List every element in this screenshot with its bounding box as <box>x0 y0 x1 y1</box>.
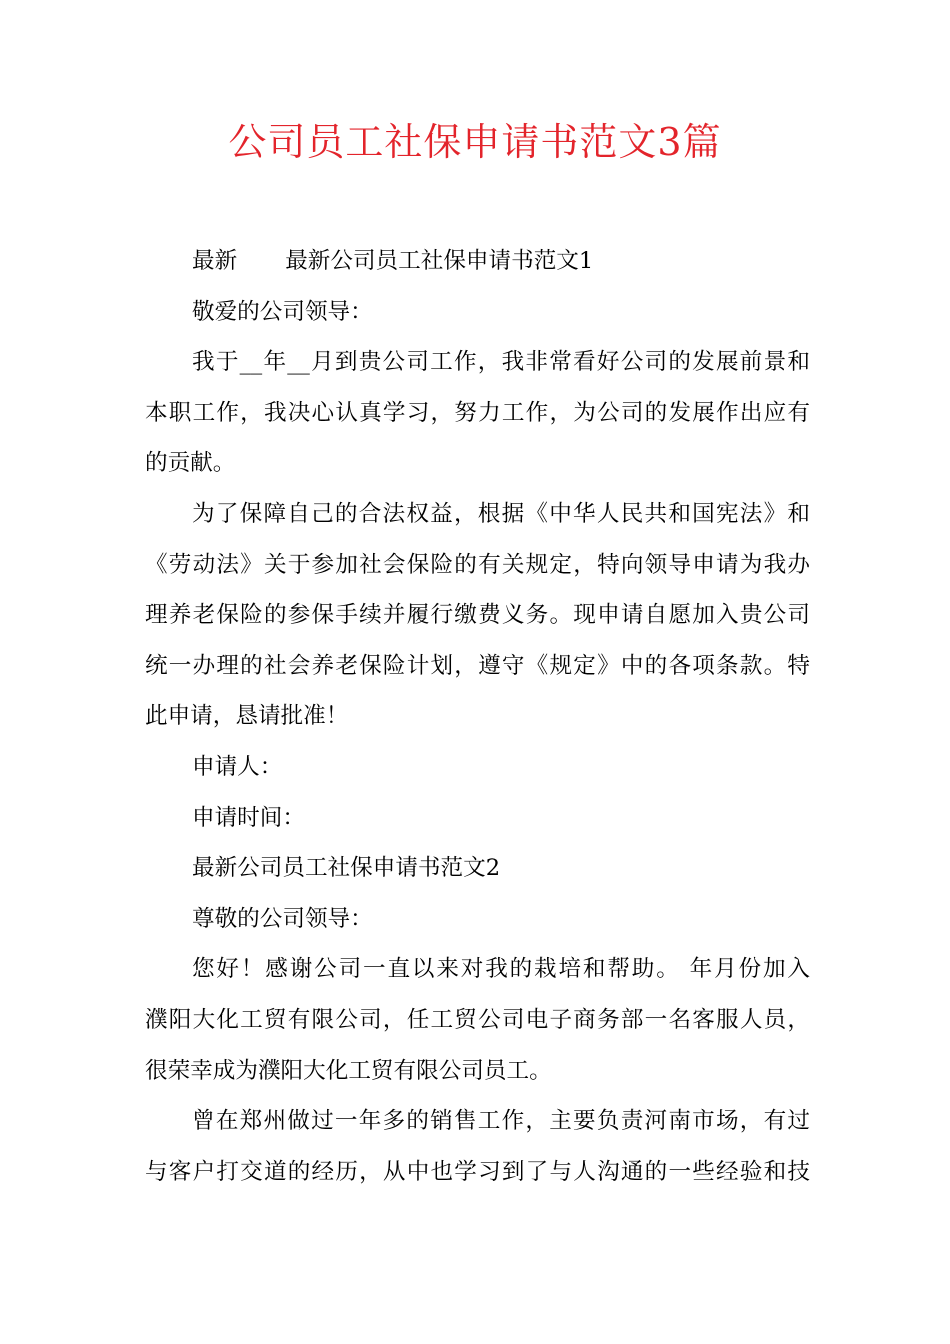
paragraph-line: 《劳动法》关于参加社会保险的有关规定，特向领导申请为我办 <box>145 551 810 578</box>
paragraph-line: 理养老保险的参保手续并履行缴费义务。现申请自愿加入贵公司 <box>145 602 810 629</box>
paragraph-line: 的贡献。 <box>145 450 236 477</box>
application-date-label: 申请时间： <box>192 804 305 831</box>
heading-prefix: 最新 <box>192 248 238 274</box>
heading-text: 最新公司员工社保申请书范文1 <box>285 248 594 274</box>
paragraph-line: 曾在郑州做过一年多的销售工作，主要负责河南市场，有过 <box>192 1108 810 1135</box>
paragraph-line: 此申请，恳请批准！ <box>145 703 349 730</box>
paragraph-line: 您好！感谢公司一直以来对我的栽培和帮助。 年月份加入 <box>192 956 810 983</box>
document-title: 公司员工社保申请书范文3篇 <box>228 120 722 164</box>
paragraph-line: 本职工作，我决心认真学习，努力工作，为公司的发展作出应有 <box>145 399 810 426</box>
paragraph-line: 统一办理的社会养老保险计划，遵守《规定》中的各项条款。特 <box>145 652 810 679</box>
document-body <box>145 236 810 1197</box>
section-heading-1 <box>145 236 810 287</box>
applicant-label: 申请人： <box>192 753 283 780</box>
paragraph-line: 为了保障自己的合法权益，根据《中华人民共和国宪法》和 <box>192 500 810 527</box>
section-heading-2: 最新公司员工社保申请书范文2 <box>192 855 501 882</box>
paragraph-line: 我于__年__月到贵公司工作，我非常看好公司的发展前景和 <box>192 349 810 376</box>
paragraph-line: 很荣幸成为濮阳大化工贸有限公司员工。 <box>145 1057 552 1084</box>
paragraph-line: 与客户打交道的经历，从中也学习到了与人沟通的一些经验和技 <box>145 1158 810 1185</box>
paragraph-line: 濮阳大化工贸有限公司，任工贸公司电子商务部一名客服人员， <box>145 1006 810 1033</box>
salutation-1: 敬爱的公司领导： <box>192 298 373 325</box>
salutation-2: 尊敬的公司领导： <box>192 905 373 932</box>
